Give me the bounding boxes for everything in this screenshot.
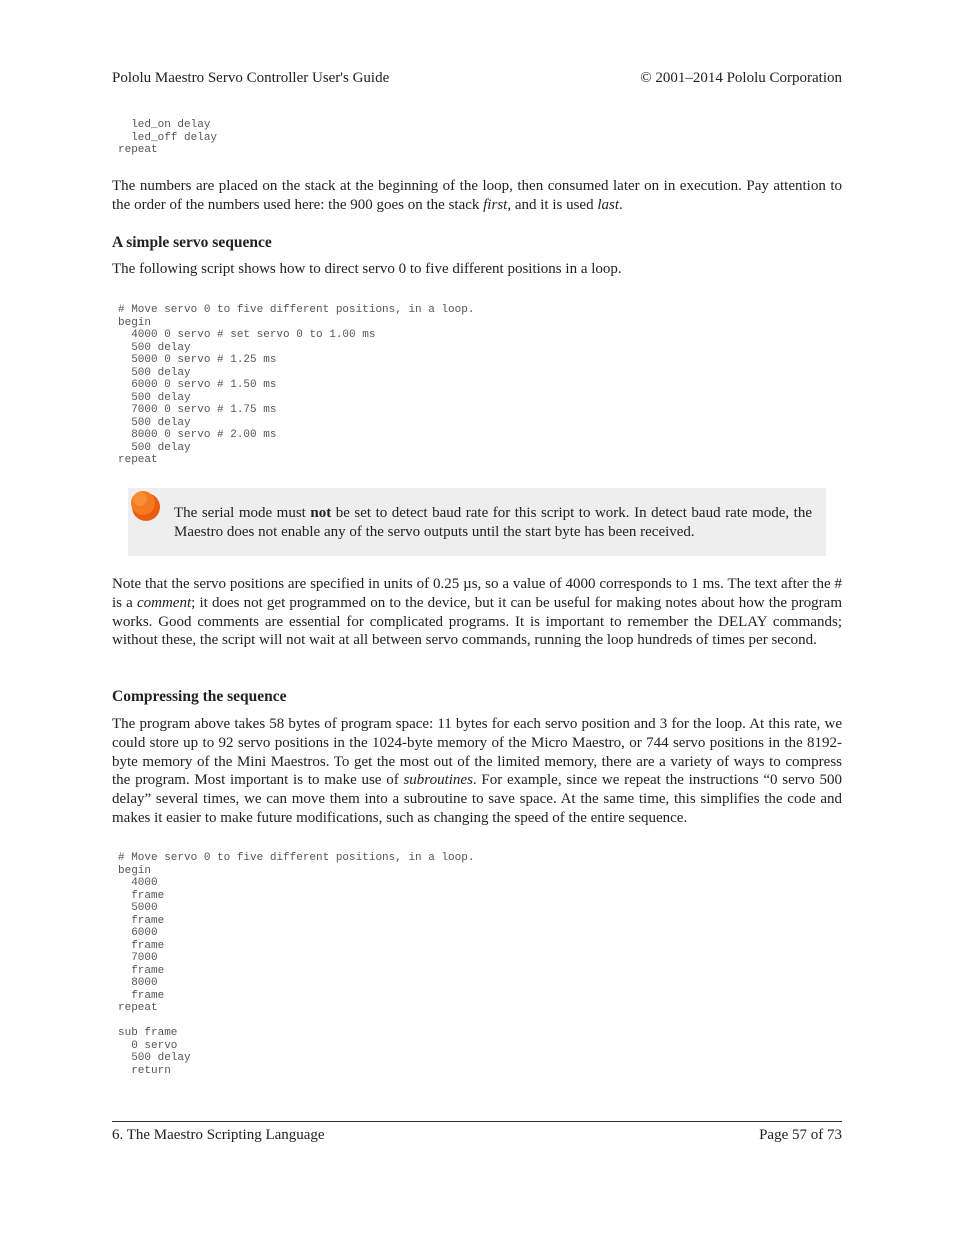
page-header (112, 70, 842, 90)
page-number: Page 57 of 73 (759, 1127, 842, 1143)
simple-servo-intro: The following script shows how to direct servo 0 to five different positions in a loop. (112, 261, 622, 277)
code-block-loop-end: led_on delay led_off delay repeat (118, 119, 218, 156)
footer-divider (112, 1121, 842, 1122)
comment-paragraph: Note that the servo positions are specified in units of 0.25 µs, so a value of 4000 corresponds to 1 ms. The text after the # is a comment; it does not get programmed on to the device, but it can be useful for making notes about how the program works. Good comments are essential for complicated programs. It is important to remember the DELAY commands; without these, the script will not wait at all between servo commands, running the loop hundreds of times per second. (112, 576, 842, 649)
document-title: Pololu Maestro Servo Controller User's Guide (112, 70, 390, 86)
stack-order-paragraph: The numbers are placed on the stack at the beginning of the loop, then consumed later on in execution. Pay attention to the order of the numbers used here: the 900 goes on the stack first, and it is used last. (112, 178, 842, 213)
warning-icon (128, 488, 162, 522)
code-block-servo-sequence: # Move servo 0 to five different positions, in a loop. begin 4000 0 servo # set servo 0 to 1.00 ms 500 delay 5000 0 servo # 1.25 ms 500 delay 6000 0 servo # 1.50 ms 500 delay 7000 0 servo # 1.75 ms 500 delay 8000 0 servo # 2.00 ms 500 delay repeat (118, 304, 475, 466)
page-footer (112, 1127, 842, 1147)
compressing-paragraph: The program above takes 58 bytes of program space: 11 bytes for each servo position and 3 for the loop. At this rate, we could store up to 92 servo positions in the 1024-byte memory of the Micro Maestro, or 744 servo positions in the 8192-byte memory of the Mini Maestros. To get the most out of the limited memory, there are a variety of ways to compress the program. Most important is to make use of subroutines. For example, since we repeat the instructions “0 servo 500 delay” several times, we can move them into a subroutine to save space. At the same time, this simplifies the code and makes it easier to make future modifications, such as changing the speed of the entire sequence. (112, 716, 843, 826)
code-block-compressed: # Move servo 0 to five different positions, in a loop. begin 4000 frame 5000 frame 6000 frame 7000 frame 8000 frame repeat sub frame 0 servo 500 delay return (118, 852, 475, 1077)
footer-section: 6. The Maestro Scripting Language (112, 1127, 325, 1143)
copyright: © 2001–2014 Pololu Corporation (640, 70, 842, 86)
note-text: The serial mode must not be set to detect baud rate for this script to work. In detect baud rate mode, the Maestro does not enable any of the servo outputs until the start byte has been received. (174, 505, 812, 540)
note-box (128, 488, 826, 556)
section-heading-simple-servo: A simple servo sequence (112, 234, 272, 251)
section-heading-compressing: Compressing the sequence (112, 688, 287, 705)
